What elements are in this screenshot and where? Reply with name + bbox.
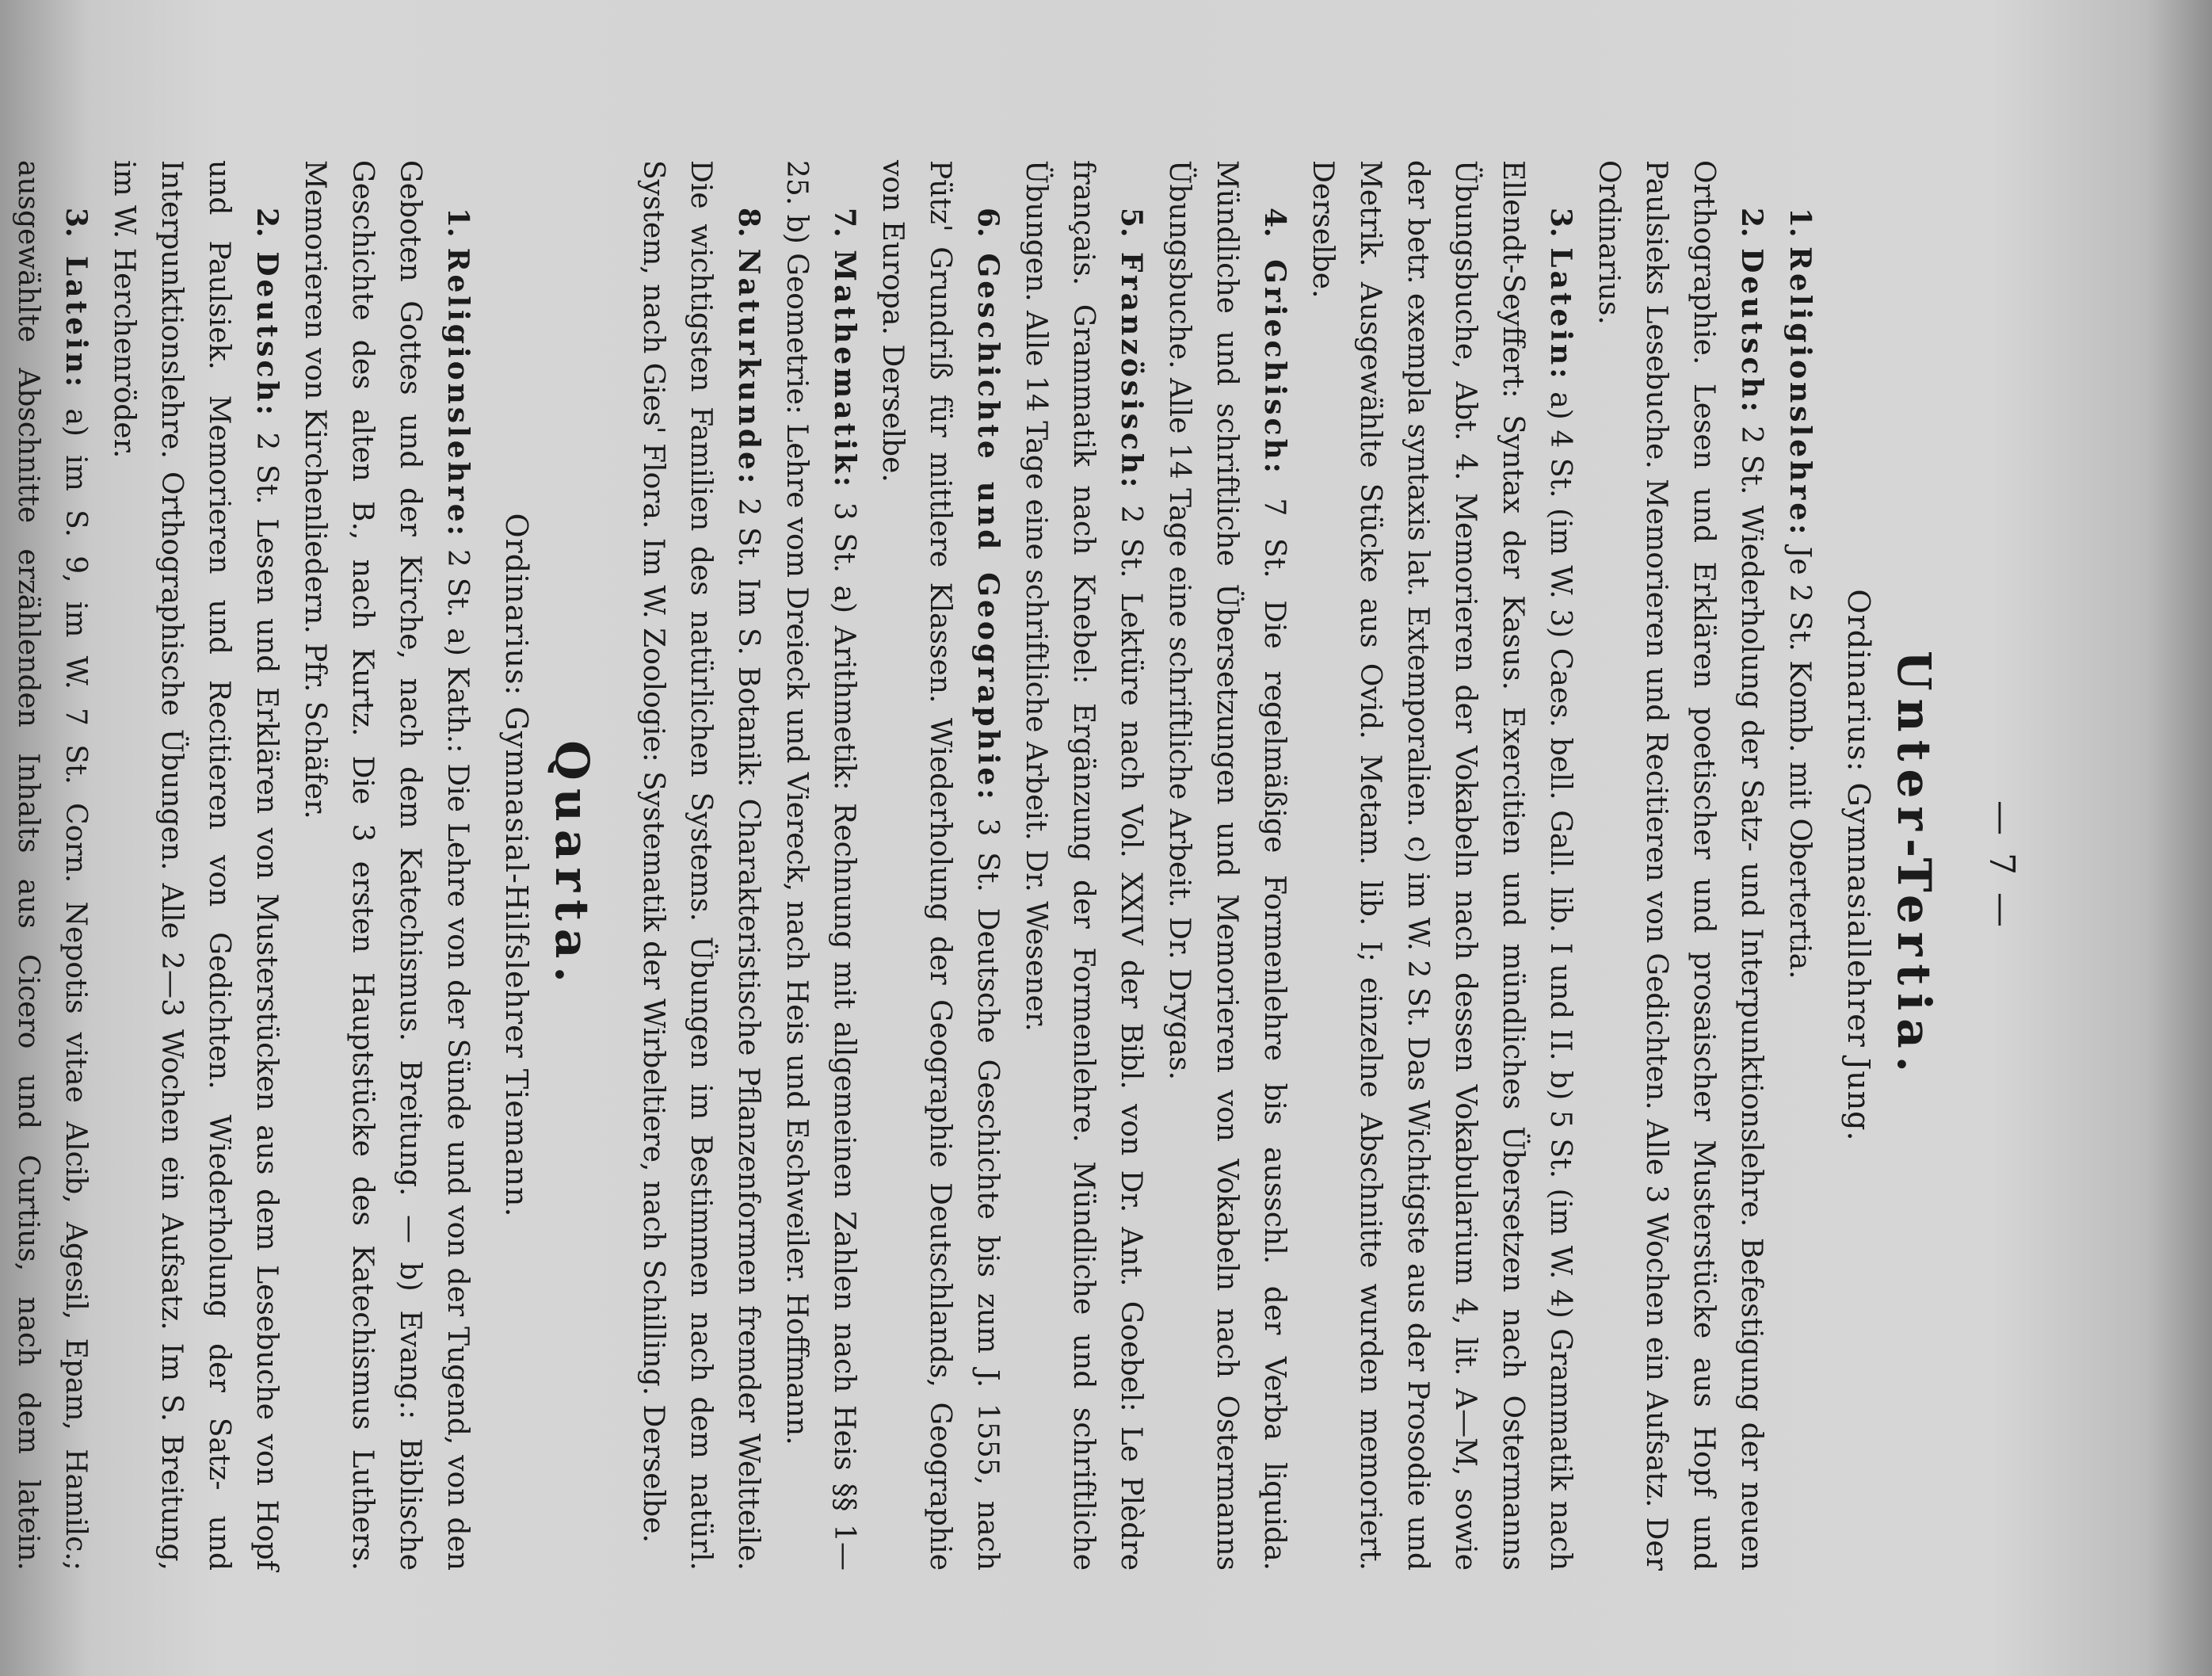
curriculum-item [100,160,291,1571]
item-subject: Naturkunde: [732,248,765,487]
item-number: 8. [732,208,765,238]
item-subject: Latein: [1544,247,1577,382]
section-ordinarius: Ordinarius: Gymnasial-Hilfslehrer Tiemann. [499,513,534,1218]
item-number: 4. [1258,208,1291,238]
item-text: Je 2 St. Komb. mit Obertertia. [1783,546,1816,979]
item-text: 2 St. Lektüre nach Vol. XXIV der Bibl. von Dr. Ant. Goebel: Le Plèdre français. Grammatik nach Knebel: Ergänzung der Formenlehre. Mündliche und schriftliche Übungen. Alle 14 Tage eine schriftliche Arbeit. Dr. Wesener. [1020,160,1147,1571]
curriculum-item [291,160,482,1571]
item-subject: Deutsch: [1735,248,1768,415]
curriculum-item [1155,160,1299,1571]
section-quarta [0,160,604,1571]
item-text: 7 St. Die regelmäßige Formenlehre bis ausschl. der Verba liquida. Mündliche und schriftliche Übersetzungen und Memorieren von Vokabeln nach Ostermanns Übungsbuche. Alle 14 Tage eine schriftliche Arbeit. Dr. Drygas. [1163,160,1291,1571]
item-subject: Religionslehre: [441,247,475,539]
curriculum-item [1299,160,1585,1571]
item-number: 3. [1544,208,1577,238]
item-text: 2 St. a) Kath.: Die Lehre von der Sünde und von der Tugend, von den Geboten Gottes und der Kirche, nach dem Katechismus. Breitung. — b) Evang.: Biblische Geschichte des alten B., nach Kurtz. Die 3 ersten Hauptstücke des Katechismus Luthers. Memorieren von Kirchenliedern. Pfr. Schäfer. [299,160,474,1571]
curriculum-item [1585,160,1775,1571]
item-number: 7. [828,208,861,238]
item-number: 2. [1735,208,1768,238]
item-text: 2 St. Lesen und Erklären von Musterstücken aus dem Lesebuche von Hopf und Paulsiek. Memorieren und Recitieren von Gedichten. Wiederholung der Satz- und Interpunktionslehre. Orthographische Übungen. Alle 2—3 Wochen ein Aufsatz. Im S. Breitung, im W. Herchenröder. [108,160,283,1571]
item-subject: Französisch: [1115,251,1148,491]
curriculum-item [0,160,100,1571]
item-text: a) 4 St. (im W. 3) Caes. bell. Gall. lib. I und II. b) 5 St. (im W. 4) Grammatik nach Ellendt-Seyffert: Syntax der Kasus. Exercitien und mündliches Übersetzen nach Ostermanns Übungsbuche, Abt. 4. Memorieren der Vokabeln nach dessen Vokabularium 4, lit. A—M, sowie der betr. exempla syntaxis lat. Extemporalien. c) im W. 2 St. Das Wichtigste aus der Prosodie und Metrik. Ausgewählte Stücke aus Ovid. Metam. lib. I; einzelne Abschnitte wurden memoriert. Derselbe. [1306,160,1577,1571]
item-subject: Geschichte und Geographie: [971,253,1005,803]
item-text: 2 St. Wiederholung der Satz- und Interpunktionslehre. Befestigung der neuen Orthographie. Lesen und Erklären poetischer und prosaischer Musterstücke aus Hopf und Paulsieks Lesebuche. Memorieren und Recitieren von Gedichten. Alle 3 Wochen ein Aufsatz. Der Ordinarius. [1592,160,1768,1571]
item-text: 3 St. Deutsche Geschichte bis zum J. 1555, nach Pütz' Grundriß für mittlere Klassen. Wiederholung der Geographie Deutschlands, Geographie von Europa. Derselbe. [876,160,1004,1571]
item-number: 1. [1783,208,1817,238]
section-unter-tertia [629,160,1946,1571]
section-ordinarius: Ordinarius: Gymnasiallehrer Jung. [1841,589,1876,1142]
item-number: 2. [250,208,284,238]
curriculum-item [1012,160,1155,1571]
item-number: 3. [59,208,93,238]
item-subject: Religionslehre: [1783,246,1817,538]
section-title: Quarta. [545,740,599,991]
item-subject: Latein: [59,255,93,391]
curriculum-item [1775,160,1824,1571]
item-subject: Griechisch: [1258,259,1291,476]
section-title: Unter-Tertia. [1887,650,1941,1081]
item-subject: Mathematik: [828,250,861,491]
page-number: — 7 — [1981,800,2022,930]
item-subject: Deutsch: [250,251,284,418]
item-number: 5. [1115,208,1148,238]
item-text: 3 St. a) Arithmetik: Rechnung mit allgemeinen Zahlen nach Heis §§ 1—25. b) Geometrie: Lehre vom Dreieck und Viereck, nach Heis und Eschweiler. Hoffmann. [780,160,860,1571]
curriculum-item [772,160,868,1571]
item-text: 2 St. Im S. Botanik: Charakteristische Pflanzenformen fremder Weltteile. Die wichtigsten Familien des natürlichen Systems. Übungen im Bestimmen nach dem natürl. System, nach Gies' Flora. Im W. Zoologie: Systematik der Wirbeltiere, nach Schilling. Derselbe. [637,160,765,1571]
curriculum-item [629,160,772,1571]
section-gap [612,160,629,1571]
curriculum-item [868,160,1012,1571]
item-text: a) im S. 9, im W. 7 St. Corn. Nepotis vitae Alcib, Agesil, Epam, Hamilc.; ausgewählte Abschnitte erzählenden Inhalts aus Cicero und Curtius, nach dem latein. [12,160,92,1571]
item-number: 6. [971,208,1005,238]
item-number: 1. [441,208,475,238]
document-page [12,49,2073,1626]
